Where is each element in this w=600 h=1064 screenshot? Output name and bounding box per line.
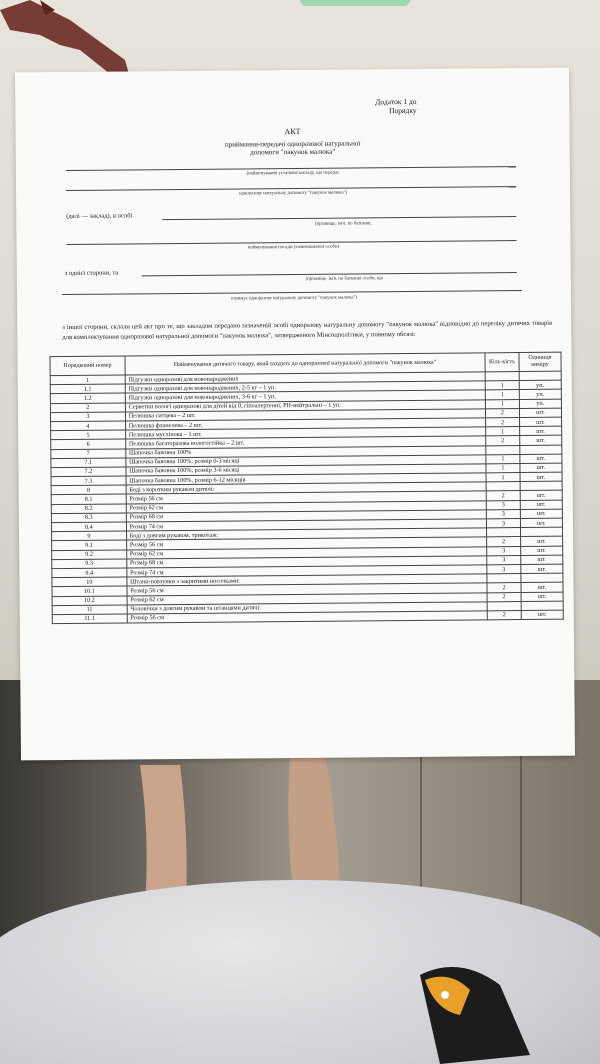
row-item-name: Штани-повзунки з закритими носочками: [127,574,488,586]
row-item-name: Розмір 56 см [127,583,488,595]
row-number: 8.3 [51,513,126,523]
document-subtitle-2: допомоги "пакунок малюка" [250,147,336,157]
field-5-caption: (прізвище, ім'я, по батькові особи, що [305,276,384,282]
row-item-name: Розмір 62 см [126,546,487,558]
row-unit: шт. [521,610,563,620]
row-number: 9.2 [52,550,127,560]
row-number: 1 [50,375,125,385]
act-statement-paragraph: з іншої сторони, склали цей акт про те, що закладом передано зазначеній особі одноразову натуральну допомогу "пакунок малюка" відповідно до переліку дитячих товарів для комплектування одноразової натуральної допомоги "пакунок малюка", затвердженого Мінсоцполітики, у повному обсязі: [62,319,553,341]
shirt-print-character [400,955,540,1064]
row-item-name: Шапочка бавовна 100% [125,445,486,457]
annex-line-1: Додаток 1 до [375,96,417,107]
row-number: 8.2 [51,504,126,514]
row-unit: шт. [521,564,563,574]
field-3-caption: (прізвище, ім'я, по батькові, [314,221,372,227]
row-unit [521,601,563,611]
row-number: 1.1 [50,384,125,394]
row-quantity: 3 [487,519,521,528]
row-unit: шт. [520,518,562,528]
row-unit: шт. [521,592,563,602]
row-number: 7 [51,448,126,458]
row-item-name: Шапочка бавовна 100%, розмір 3-6 місяці [126,464,487,476]
row-unit [520,445,562,455]
field-4-caption: найменування посади уповноваженої особи) [247,244,340,251]
row-unit: шт. [520,454,562,464]
row-quantity: 3 [487,546,521,555]
row-number: 10.2 [52,595,127,605]
header-number: Порядковий номер [50,356,125,376]
document-subtitle-1: приймання-передачі одноразової натуральної [224,139,361,149]
row-unit [520,527,562,537]
row-number: 8.1 [51,494,126,504]
row-item-name: Розмір 74 см [127,565,488,577]
row-unit [521,573,563,583]
row-number: 8 [51,485,126,495]
row-quantity: 1 [486,454,520,463]
row-item-name: Боді з коротким рукавом дитячі: [126,482,487,494]
row-item-name: Шапочка бавовна 100%, розмір 0-3 місяці [126,455,487,467]
row-unit: уп. [519,399,561,409]
row-unit: уп. [519,390,561,400]
row-item-name: Підгузки одноразові для новонароджених [125,372,486,384]
row-unit: шт. [519,417,561,427]
row-number: 7.1 [51,458,126,468]
header-quantity: Кіль-кість [485,353,519,372]
row-number: 7.2 [51,467,126,477]
row-unit: уп. [519,380,561,390]
row-quantity: 2 [487,583,521,592]
row-item-name: Пелюшка муслінова – 1 шт. [125,427,486,439]
row-item-name: Чоловічки з довгим рукавом та штанцями дитячі: [127,602,488,614]
row-quantity [485,372,519,381]
row-number: 11 [52,605,127,615]
row-item-name: Підгузки одноразові для новонароджених, 3-6 кг – 1 уп. [125,390,486,402]
row-quantity: 2 [487,537,521,546]
document-title: АКТ [284,126,301,137]
row-unit [519,371,561,381]
row-item-name: Розмір 68 см [126,510,487,522]
row-item-name: Розмір 56 см [126,491,487,503]
row-quantity: 2 [487,592,521,601]
row-quantity [487,601,521,610]
row-number: 7.3 [51,476,126,486]
row-quantity [487,574,521,583]
row-item-name: Пелюшка багаторазова вологостійка – 2 шт. [125,436,486,448]
row-number: 11.1 [52,614,127,624]
row-number: 5 [51,430,126,440]
row-unit: шт. [520,491,562,501]
row-quantity: 1 [486,427,520,436]
row-number: 9.3 [52,559,127,569]
row-item-name: Розмір 68 см [126,556,487,568]
field-1-caption: (найменування установи/закладу, що передає [246,170,340,177]
row-number: 10 [52,577,127,587]
row-unit: шт. [521,582,563,592]
row-quantity: 2 [486,436,520,445]
row-quantity [486,445,520,454]
row-quantity: 3 [486,500,520,509]
row-item-name: Розмір 74 см [126,519,487,531]
row-unit: шт. [520,537,562,547]
row-quantity: 2 [486,491,520,500]
row-item-name: Шапочка бавовна 100%, розмір 6-12 місяців [126,473,487,485]
row-number: 6 [51,439,126,449]
table-body [50,371,563,624]
row-number: 4 [51,421,126,431]
row-quantity: 1 [486,399,520,408]
row-quantity: 3 [487,509,521,518]
row-number: 10.1 [52,586,127,596]
row-unit: шт. [520,509,562,519]
row-item-name: Серветки вологі одноразові для дітей від 0, гіпоалергенні, РН-нейтральні – 1 уп. [125,399,486,411]
document-sheet [15,68,575,761]
header-item-name: Найменування дитячого товару, який входить до одноразової натуральної допомоги "пакунок малюка" [125,353,486,375]
annex-note [375,97,416,115]
row-quantity: 1 [486,463,520,472]
row-unit [520,481,562,491]
row-number: 9.1 [52,540,127,550]
row-unit: шт. [519,408,561,418]
row-item-name: Підгузки одноразові для новонароджених, 2-5 кг – 1 уп. [125,381,486,393]
row-number: 2 [50,403,125,413]
row-quantity: 3 [487,555,521,564]
row-unit: шт. [519,435,561,445]
row-unit: шт. [519,426,561,436]
row-quantity: 2 [486,417,520,426]
green-object [300,0,410,6]
row-quantity: 1 [485,390,519,399]
row-number: 1.2 [50,393,125,403]
row-item-name: Розмір 62 см [127,592,488,604]
row-quantity [486,482,520,491]
row-quantity: 1 [486,473,520,482]
row-number: 9 [52,531,127,541]
row-item-name: Розмір 56 см [126,537,487,549]
row-quantity: 2 [487,610,521,619]
row-item-name: Розмір 56 см [127,611,488,623]
row-quantity: 3 [487,564,521,573]
row-item-name: Боді з довгим рукавом, трикотаж: [126,528,487,540]
row-quantity: 2 [486,408,520,417]
header-unit: Одиниця виміру [519,352,561,371]
row-item-name: Пелюшка фланелева – 2 шт. [125,418,486,430]
field-6-caption: отримує одноразову натуральну допомогу "пакунок малюка") [230,295,358,302]
row-quantity: 1 [485,381,519,390]
row-unit: шт. [520,463,562,473]
row-unit: шт. [520,500,562,510]
row-item-name: Розмір 62 см [126,500,487,512]
row-item-name: Пелюшка ситцева – 2 шт. [125,409,486,421]
annex-line-2: Порядку [389,105,417,116]
row-unit: шт. [520,546,562,556]
row-quantity [487,528,521,537]
row-number: 8.4 [51,522,126,532]
field-3-label: (далі — заклад), в особі [66,212,133,220]
field-5-label: з однієї сторони, та [64,269,119,278]
row-unit: шт. [520,555,562,565]
goods-table [49,352,563,625]
row-number: 3 [50,412,125,422]
row-unit: шт. [520,472,562,482]
field-2-caption: одноразову натуральну допомогу "пакунок малюка") [239,190,348,197]
row-number: 9.4 [52,568,127,578]
